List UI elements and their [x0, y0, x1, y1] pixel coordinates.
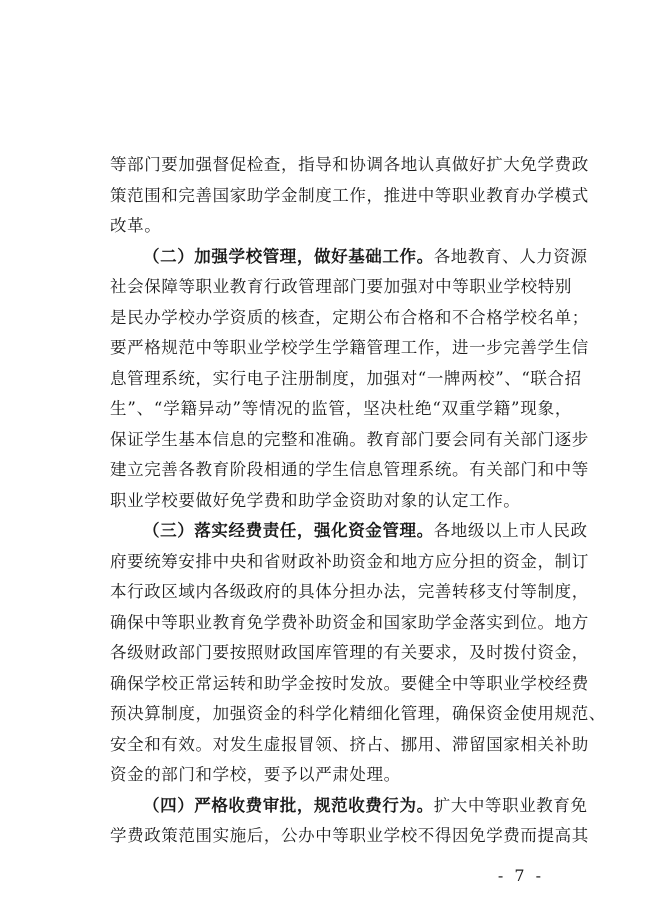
line-text: 资金的部门和学校，要予以严肃处理。 — [110, 765, 401, 784]
text-line — [110, 730, 589, 761]
line-text: 府要统筹安排中央和省财政补助资金和地方应分担的资金，制订 — [110, 551, 589, 571]
line-text: 学费政策范围实施后，公办中等职业学校不得因免学费而提高其 — [110, 826, 589, 845]
text-line — [110, 577, 589, 608]
text-line — [110, 303, 589, 334]
text-line — [110, 608, 589, 639]
text-line — [110, 638, 589, 669]
line-text: 确保学校正常运转和助学金按时发放。要健全中等职业学校经费 — [110, 673, 589, 693]
text-line — [110, 211, 572, 242]
line-text: 策范围和完善国家助学金制度工作，推进中等职业教育办学模式 — [110, 185, 589, 205]
text-line — [110, 669, 589, 700]
text-line — [110, 150, 589, 181]
line-text: 社会保障等职业教育行政管理部门要加强对中等职业学校特别 — [110, 277, 572, 296]
text-line — [110, 394, 572, 425]
line-text: 是民办学校办学资质的核查，定期公布合格和不合格学校名单； — [110, 307, 589, 327]
line-text: 确保中等职业教育免学费补助资金和国家助学金落实到位。地方 — [110, 612, 589, 632]
line-text: 预决算制度，加强资金的科学化精细化管理，确保资金使用规范、 — [110, 704, 606, 723]
text-line — [110, 791, 588, 822]
section-heading: （四）严格收费审批，规范收费行为。 — [143, 795, 434, 815]
text-line — [110, 455, 589, 486]
text-line — [110, 242, 588, 273]
text-line — [110, 760, 572, 791]
text-line — [110, 272, 572, 303]
line-text: 建立完善各教育阶段相通的学生信息管理系统。有关部门和中等 — [110, 460, 589, 479]
line-text: 各地级以上市人民政 — [433, 521, 588, 540]
line-text: 等部门要加强督促检查，指导和协调各地认真做好扩大免学费政 — [110, 155, 589, 174]
line-text: 保证学生基本信息的完整和准确。教育部门要会同有关部门逐步 — [110, 429, 589, 449]
text-line — [110, 181, 589, 212]
line-text: 本行政区域内各级政府的具体分担办法，完善转移支付等制度， — [110, 582, 589, 601]
line-text: 职业学校要做好免学费和助学金资助对象的认定工作。 — [110, 490, 521, 510]
line-text: 生”、“学籍异动”等情况的监管，坚决杜绝“双重学籍”现象， — [110, 399, 572, 418]
text-line — [110, 486, 572, 517]
page-number: - 7 - — [497, 866, 544, 885]
line-text: 改革。 — [110, 216, 162, 235]
line-text: 安全和有效。对发生虚报冒领、挤占、挪用、滞留国家相关补助 — [110, 734, 589, 754]
text-line — [110, 364, 582, 395]
text-line — [110, 547, 589, 578]
section-heading: （二）加强学校管理，做好基础工作。 — [143, 246, 434, 266]
line-text: 扩大中等职业教育免 — [433, 795, 588, 815]
line-text: 各地教育、人力资源 — [433, 246, 588, 266]
text-line — [110, 699, 606, 730]
text-line — [110, 516, 588, 547]
line-text: 息管理系统，实行电子注册制度，加强对“一牌两校”、“联合招 — [110, 368, 582, 388]
line-text: 各级财政部门要按照财政国库管理的有关要求，及时拨付资金， — [110, 643, 589, 662]
text-line — [110, 821, 589, 852]
document-body — [110, 150, 606, 852]
line-text: 要严格规范中等职业学校学生学籍管理工作，进一步完善学生信 — [110, 338, 589, 357]
text-line — [110, 425, 589, 456]
section-heading: （三）落实经费责任，强化资金管理。 — [143, 521, 434, 540]
text-line — [110, 333, 589, 364]
